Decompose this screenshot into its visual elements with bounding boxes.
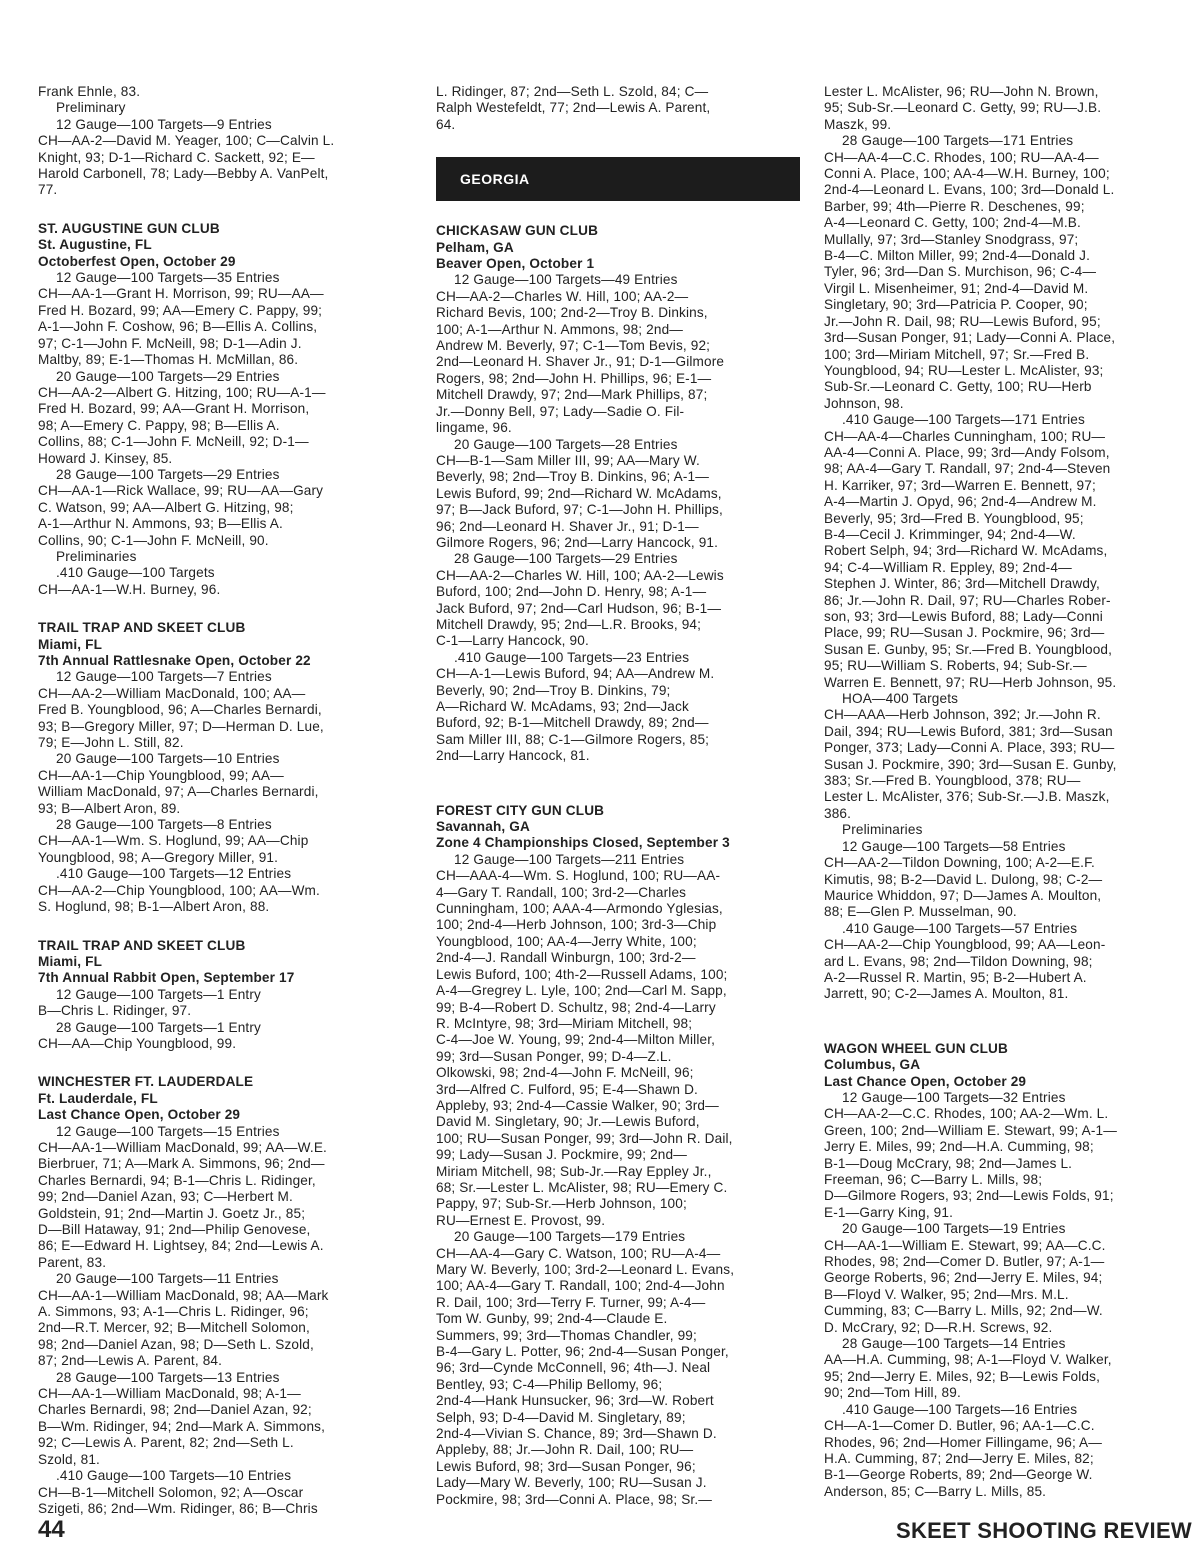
result-line: Szold, 81. [38, 1451, 100, 1467]
event-subheading: .410 Gauge—100 Targets [56, 565, 215, 581]
result-line: 98; A—Emery C. Pappy, 98; B—Ellis A. [38, 417, 280, 433]
result-line: Mitchell Drawdy, 95; 2nd—L.R. Brooks, 94; [436, 616, 702, 632]
result-line: Jr.—Donny Bell, 97; Lady—Sadie O. Fil- [436, 403, 685, 419]
results-block [38, 84, 408, 199]
result-line: B—Floyd V. Walker, 95; 2nd—Mrs. M.L. [824, 1286, 1069, 1302]
event-subheading: 28 Gauge—100 Targets—29 Entries [56, 466, 280, 482]
event-name: 7th Annual Rattlesnake Open, October 22 [38, 653, 311, 668]
event-subheading: 20 Gauge—100 Targets—29 Entries [56, 368, 280, 384]
event-name: Last Chance Open, October 29 [38, 1107, 241, 1123]
result-line: Jack Buford, 97; 2nd—Carl Hudson, 96; B-1— [436, 600, 722, 616]
result-line: Conni A. Place, 100; AA-4—W.H. Burney, 100; [824, 166, 1110, 182]
club-location: St. Augustine, FL [38, 237, 152, 253]
result-line: 93; B—Albert Aron, 89. [38, 800, 181, 816]
result-line: Jarrett, 90; C-2—James A. Moulton, 81. [824, 986, 1069, 1002]
result-line: Dail, 394; RU—Lewis Buford, 381; 3rd—Susan [824, 723, 1113, 739]
result-line: Susan J. Pockmire, 390; 3rd—Susan E. Gunby, [824, 756, 1117, 772]
event-subheading: .410 Gauge—100 Targets—12 Entries [56, 866, 292, 882]
result-line: C. Watson, 99; AA—Albert G. Hitzing, 98; [38, 499, 294, 515]
result-line: Ponger, 373; Lady—Conni A. Place, 393; RU— [824, 740, 1115, 756]
result-line: 86; E—Edward H. Lightsey, 84; 2nd—Lewis A. [38, 1238, 324, 1254]
result-line: CH—AAA—Herb Johnson, 392; Jr.—John R. [824, 707, 1101, 723]
result-line: Pappy, 97; Sub-Sr.—Herb Johnson, 100; [436, 1196, 687, 1212]
result-line: Mary W. Beverly, 100; 3rd-2—Leonard L. Evans, [436, 1262, 735, 1277]
event-subheading: 28 Gauge—100 Targets—14 Entries [842, 1336, 1066, 1352]
result-line: Mullally, 97; 3rd—Stanley Snodgrass, 97; [824, 231, 1079, 247]
result-line: Howard J. Kinsey, 85. [38, 450, 173, 466]
page-number: 44 [38, 1516, 65, 1543]
result-line: B—Wm. Ridinger, 94; 2nd—Mark A. Simmons, [38, 1418, 326, 1434]
result-line: Virgil L. Misenheimer, 91; 2nd-4—David M. [824, 280, 1089, 296]
result-line: Andrew M. Beverly, 97; C-1—Tom Bevis, 92; [436, 338, 711, 354]
result-line: 2nd—Larry Hancock, 81. [436, 748, 590, 764]
result-line: Selph, 93; D-4—David M. Singletary, 89; [436, 1409, 686, 1425]
result-line: 2nd—Leonard H. Shaver Jr., 91; D-1—Gilmore [436, 354, 725, 370]
result-line: S. Hoglund, 98; B-1—Albert Aron, 88. [38, 899, 270, 915]
club-heading [38, 620, 408, 669]
club-heading [38, 938, 408, 987]
result-line: Pockmire, 98; 3rd—Conni A. Place, 98; Sr.— [436, 1491, 713, 1507]
column-2 [436, 84, 806, 1508]
column-3 [824, 84, 1192, 1500]
result-line: CH—AA-1—Chip Youngblood, 99; AA— [38, 767, 284, 783]
club-location: Miami, FL [38, 953, 103, 969]
result-line: Stephen J. Winter, 86; 3rd—Mitchell Drawdy, [824, 576, 1100, 592]
result-line: Youngblood, 98; A—Gregory Miller, 91. [38, 849, 279, 865]
result-line: B-4—C. Milton Miller, 99; 2nd-4—Donald J. [824, 248, 1091, 264]
result-line: Maltby, 89; E-1—Thomas H. McMillan, 86. [38, 352, 299, 368]
event-subheading: 20 Gauge—100 Targets—10 Entries [56, 751, 280, 767]
event-subheading: .410 Gauge—100 Targets—10 Entries [56, 1468, 292, 1484]
result-line: Collins, 88; C-1—John F. McNeill, 92; D-1— [38, 434, 309, 450]
result-line: Buford, 100; 2nd—John D. Henry, 98; A-1— [436, 584, 707, 600]
result-line: 94; C-4—William R. Eppley, 89; 2nd-4— [824, 559, 1072, 575]
results-block [38, 270, 408, 598]
result-line: Fred H. Bozard, 99; AA—Grant H. Morrison, [38, 401, 310, 417]
result-line: CH—AA-2—David M. Yeager, 100; C—Calvin L. [38, 133, 335, 149]
result-line: B-1—Doug McCrary, 98; 2nd—James L. [824, 1155, 1073, 1171]
result-line: 77. [38, 182, 58, 198]
result-line: Cumming, 83; C—Barry L. Mills, 92; 2nd—W. [824, 1303, 1103, 1319]
result-line: Tyler, 96; 3rd—Dan S. Murchison, 96; C-4— [824, 264, 1097, 280]
result-line: 2nd-4—Leonard L. Evans, 100; 3rd—Donald L. [824, 182, 1115, 198]
result-line: Freeman, 96; C—Barry L. Mills, 98; [824, 1172, 1043, 1187]
club-name: ST. AUGUSTINE GUN CLUB [38, 220, 220, 236]
result-line: 100; AA-4—Gary T. Randall, 100; 2nd-4—John [436, 1278, 725, 1294]
club-location: Miami, FL [38, 636, 103, 652]
result-line: Charles Bernardi, 98; 2nd—Daniel Azan, 92; [38, 1402, 312, 1418]
club-name: CHICKASAW GUN CLUB [436, 223, 599, 239]
event-subheading: 28 Gauge—100 Targets—1 Entry [56, 1019, 261, 1035]
result-line: A. Simmons, 93; A-1—Chris L. Ridinger, 96; [38, 1304, 309, 1320]
magazine-title: SKEET SHOOTING REVIEW [896, 1518, 1192, 1543]
result-line: Goldstein, 91; 2nd—Martin J. Goetz Jr., 85; [38, 1205, 306, 1221]
result-line: AA-4—Conni A. Place, 99; 3rd—Andy Folsom, [824, 444, 1110, 460]
result-line: 98; 2nd—Daniel Azan, 98; D—Seth L. Szold, [38, 1336, 314, 1352]
result-line: Anderson, 85; C—Barry L. Mills, 85. [824, 1483, 1047, 1499]
result-line: CH—AA-1—William MacDonald, 98; AA—Mark [38, 1287, 329, 1303]
results-block [38, 1124, 408, 1518]
club-heading [38, 1074, 408, 1123]
event-subheading: 12 Gauge—100 Targets—7 Entries [56, 669, 272, 685]
event-name: Zone 4 Championships Closed, September 3 [436, 835, 730, 851]
result-line: Buford, 92; B-1—Mitchell Drawdy, 89; 2nd— [436, 715, 709, 731]
club-location: Columbus, GA [824, 1057, 921, 1073]
result-line: Gilmore Rogers, 96; 2nd—Larry Hancock, 91. [436, 534, 719, 550]
result-line: Singletary, 90; 3rd—Patricia P. Cooper, 90; [824, 297, 1088, 313]
event-subheading: 12 Gauge—100 Targets—35 Entries [56, 270, 280, 286]
result-line: Youngblood, 94; RU—Lester L. McAlister, 93; [824, 362, 1104, 378]
result-line: CH—AA-4—Gary C. Watson, 100; RU—A-4— [436, 1245, 721, 1261]
result-line: 99; 2nd—Daniel Azan, 93; C—Herbert M. [38, 1189, 293, 1205]
result-line: D—Bill Hataway, 91; 2nd—Philip Genovese, [38, 1222, 311, 1237]
result-line: CH—B-1—Mitchell Solomon, 92; A—Oscar [38, 1484, 304, 1500]
result-line: Kimutis, 98; B-2—David L. Dulong, 98; C-2— [824, 871, 1103, 887]
result-line: B—Chris L. Ridinger, 97. [38, 1003, 192, 1019]
result-line: Beverly, 98; 2nd—Troy B. Dinkins, 96; A-1— [436, 469, 709, 485]
club-name: FOREST CITY GUN CLUB [436, 802, 605, 818]
result-line: 386. [824, 805, 852, 821]
result-line: Frank Ehnle, 83. [38, 84, 141, 99]
result-line: Beverly, 95; 3rd—Fred B. Youngblood, 95; [824, 510, 1084, 526]
result-line: 98; AA-4—Gary T. Randall, 97; 2nd-4—Steven [824, 461, 1111, 477]
result-line: A-4—Martin J. Opyd, 96; 2nd-4—Andrew M. [824, 494, 1097, 510]
result-line: 92; C—Lewis A. Parent, 82; 2nd—Seth L. [38, 1435, 294, 1451]
club-name: WAGON WHEEL GUN CLUB [824, 1040, 1008, 1056]
result-line: B-4—Cecil J. Krimminger, 94; 2nd-4—W. [824, 526, 1076, 542]
result-line: Barber, 99; 4th—Pierre R. Deschenes, 99; [824, 198, 1085, 214]
result-line: A-4—Gregrey L. Lyle, 100; 2nd—Carl M. Sapp, [436, 983, 727, 999]
result-line: 99; 3rd—Susan Ponger, 99; D-4—Z.L. [436, 1048, 672, 1064]
event-subheading: 12 Gauge—100 Targets—32 Entries [842, 1089, 1066, 1105]
result-line: 86; Jr.—John R. Dail, 97; RU—Charles Rober- [824, 592, 1111, 608]
result-line: Susan E. Gunby, 95; Sr.—Fred B. Youngblood, [824, 641, 1113, 657]
result-line: Youngblood, 100; AA-4—Jerry White, 100; [436, 933, 697, 949]
result-line: Lester L. McAlister, 96; RU—John N. Brown, [824, 84, 1099, 99]
result-line: B-1—George Roberts, 89; 2nd—George W. [824, 1467, 1093, 1483]
result-line: CH—AA-1—William E. Stewart, 99; AA—C.C. [824, 1237, 1106, 1253]
result-line: R. Dail, 100; 3rd—Terry F. Turner, 99; A-4— [436, 1294, 706, 1310]
result-line: D—Gilmore Rogers, 93; 2nd—Lewis Folds, 91; [824, 1188, 1114, 1204]
result-line: Collins, 90; C-1—John F. McNeill, 90. [38, 532, 269, 548]
result-line: 3rd—Alfred C. Fulford, 95; E-4—Shawn D. [436, 1081, 698, 1097]
result-line: CH—AA-4—C.C. Rhodes, 100; RU—AA-4— [824, 149, 1099, 165]
club-name: WINCHESTER FT. LAUDERDALE [38, 1074, 254, 1090]
result-line: CH—AA—Chip Youngblood, 99. [38, 1035, 237, 1051]
result-line: CH—AA-1—William MacDonald, 99; AA—W.E. [38, 1139, 327, 1155]
club-location: Savannah, GA [436, 819, 530, 835]
result-line: 68; Sr.—Lester L. McAlister, 98; RU—Emery C. [436, 1179, 728, 1195]
result-line: CH—AA-4—Charles Cunningham, 100; RU— [824, 428, 1106, 444]
result-line: 95; RU—William S. Roberts, 94; Sub-Sr.— [824, 658, 1087, 674]
result-line: lingame, 96. [436, 420, 512, 436]
result-line: H.A. Cumming, 87; 2nd—Jerry E. Miles, 82; [824, 1450, 1094, 1466]
result-line: Rhodes, 98; 2nd—Comer D. Butler, 97; A-1— [824, 1254, 1105, 1270]
event-subheading: 20 Gauge—100 Targets—28 Entries [454, 436, 678, 452]
club-heading [436, 803, 806, 852]
result-line: Jr.—John R. Dail, 98; RU—Lewis Buford, 95; [824, 313, 1101, 329]
result-line: 2nd-4—Vivian S. Chance, 89; 3rd—Shawn D. [436, 1426, 717, 1442]
result-line: Lewis Buford, 100; 4th-2—Russell Adams, 100; [436, 966, 728, 982]
result-line: CH—B-1—Sam Miller III, 99; AA—Mary W. [436, 452, 700, 468]
result-line: C-1—Larry Hancock, 90. [436, 633, 589, 649]
event-subheading: 28 Gauge—100 Targets—171 Entries [842, 133, 1074, 149]
state-banner: GEORGIA [436, 157, 800, 201]
result-line: Harold Carbonell, 78; Lady—Bebby A. VanPelt, [38, 166, 329, 182]
result-line: Sam Miller III, 88; C-1—Gilmore Rogers, 85; [436, 731, 710, 747]
result-line: Fred B. Youngblood, 96; A—Charles Bernardi, [38, 702, 322, 718]
result-line: 2nd-4—J. Randall Winburgn, 100; 3rd-2— [436, 950, 696, 966]
club-name: TRAIL TRAP AND SKEET CLUB [38, 620, 246, 636]
event-subheading: 12 Gauge—100 Targets—1 Entry [56, 986, 261, 1002]
column-1 [38, 84, 408, 1517]
event-subheading: 12 Gauge—100 Targets—211 Entries [454, 851, 685, 867]
result-line: Summers, 99; 3rd—Thomas Chandler, 99; [436, 1327, 697, 1343]
event-subheading: 20 Gauge—100 Targets—11 Entries [56, 1271, 279, 1287]
result-line: CH—AA-2—Charles W. Hill, 100; AA-2—Lewis [436, 567, 724, 583]
result-line: H. Karriker, 97; 3rd—Warren E. Bennett, 97; [824, 477, 1096, 493]
result-line: 100; A-1—Arthur N. Ammons, 98; 2nd— [436, 321, 684, 337]
result-line: C-4—Joe W. Young, 99; 2nd-4—Milton Miller, [436, 1032, 716, 1048]
result-line: Parent, 83. [38, 1254, 107, 1270]
result-line: D. McCrary, 92; D—R.H. Screws, 92. [824, 1319, 1053, 1335]
result-line: 383; Sr.—Fred B. Youngblood, 378; RU— [824, 773, 1081, 789]
result-line: CH—AA-1—William MacDonald, 98; A-1— [38, 1386, 301, 1402]
result-line: CH—AA-2—William MacDonald, 100; AA— [38, 685, 306, 701]
result-line: 2nd-4—Hank Hunsucker, 96; 3rd—W. Robert [436, 1393, 714, 1409]
result-line: CH—AA-1—Grant H. Morrison, 99; RU—AA— [38, 286, 324, 302]
results-block [38, 669, 408, 915]
result-line: 99; Lady—Susan J. Pockmire, 99; 2nd— [436, 1147, 687, 1163]
result-line: L. Ridinger, 87; 2nd—Seth L. Szold, 84; C— [436, 84, 709, 99]
result-line: 95; Sub-Sr.—Leonard C. Getty, 99; RU—J.B. [824, 100, 1102, 116]
event-subheading: .410 Gauge—100 Targets—23 Entries [454, 649, 690, 665]
result-line: B-4—Gary L. Potter, 96; 2nd-4—Susan Ponger, [436, 1344, 729, 1360]
result-line: RU—Ernest E. Provost, 99. [436, 1212, 606, 1228]
result-line: Fred H. Bozard, 99; AA—Emery C. Pappy, 99; [38, 302, 323, 318]
result-line: Place, 99; RU—Susan J. Pockmire, 96; 3rd— [824, 625, 1105, 641]
club-location: Pelham, GA [436, 239, 514, 255]
result-line: E-1—Garry King, 91. [824, 1204, 954, 1220]
event-subheading: 20 Gauge—100 Targets—179 Entries [454, 1229, 686, 1245]
result-line: 97; B—Jack Buford, 97; C-1—John H. Phillips, [436, 502, 723, 518]
result-line: CH—AA-2—Tildon Downing, 100; A-2—E.F. [824, 855, 1095, 871]
result-line: Lady—Mary W. Beverly, 100; RU—Susan J. [436, 1475, 707, 1491]
event-name: 7th Annual Rabbit Open, September 17 [38, 970, 295, 986]
result-line: CH—AA-2—Charles W. Hill, 100; AA-2— [436, 288, 689, 304]
event-subheading: 12 Gauge—100 Targets—49 Entries [454, 272, 678, 288]
club-heading [38, 221, 408, 270]
result-line: CH—AA-2—Chip Youngblood, 99; AA—Leon- [824, 937, 1106, 953]
result-line: 93; B—Gregory Miller, 97; D—Herman D. Lue, [38, 718, 324, 734]
result-line: Rogers, 98; 2nd—John H. Phillips, 96; E-1— [436, 370, 712, 386]
result-line: A-2—Russel R. Martin, 95; B-2—Hubert A. [824, 969, 1087, 985]
result-line: Appleby, 88; Jr.—John R. Dail, 100; RU— [436, 1442, 694, 1458]
result-line: Lewis Buford, 98; 3rd—Susan Ponger, 96; [436, 1458, 696, 1474]
result-line: David M. Singletary, 90; Jr.—Lewis Buford, [436, 1114, 700, 1130]
event-subheading: .410 Gauge—100 Targets—171 Entries [842, 412, 1085, 428]
result-line: 96; 3rd—Cynde McConnell, 96; 4th—J. Neal [436, 1360, 711, 1376]
result-line: Appleby, 93; 2nd-4—Cassie Walker, 90; 3rd— [436, 1097, 719, 1113]
results-block [436, 84, 806, 133]
result-line: 97; C-1—John F. McNeill, 98; D-1—Adin J. [38, 335, 302, 351]
result-line: Lewis Buford, 99; 2nd—Richard W. McAdams, [436, 485, 722, 501]
result-line: 4—Gary T. Randall, 100; 3rd-2—Charles [436, 884, 687, 900]
result-line: 90; 2nd—Tom Hill, 89. [824, 1385, 961, 1401]
result-line: Bierbruer, 71; A—Mark A. Simmons, 96; 2nd— [38, 1156, 325, 1172]
result-line: William MacDonald, 97; A—Charles Bernardi, [38, 784, 319, 800]
result-line: 100; RU—Susan Ponger, 99; 3rd—John R. Dail, [436, 1130, 733, 1146]
result-line: 2nd—R.T. Mercer, 92; B—Mitchell Solomon, [38, 1320, 310, 1336]
result-line: A—Richard W. McAdams, 93; 2nd—Jack [436, 699, 689, 714]
event-name: Last Chance Open, October 29 [824, 1073, 1027, 1089]
result-line: Szigeti, 86; 2nd—Wm. Ridinger, 86; B—Chris [38, 1500, 318, 1516]
result-line: Warren E. Bennett, 97; RU—Herb Johnson, 95. [824, 674, 1117, 690]
club-heading [436, 223, 806, 272]
result-line: CH—A-1—Comer D. Butler, 96; AA-1—C.C. [824, 1418, 1095, 1434]
event-name: Beaver Open, October 1 [436, 256, 595, 272]
event-subheading: Preliminary [56, 100, 126, 116]
event-subheading: Preliminaries [56, 548, 137, 564]
result-line: CH—A-1—Lewis Buford, 94; AA—Andrew M. [436, 666, 715, 682]
result-line: Miriam Mitchell, 98; Sub-Jr.—Ray Eppley Jr., [436, 1163, 712, 1179]
result-line: R. McIntyre, 98; 3rd—Miriam Mitchell, 98; [436, 1015, 693, 1031]
result-line: CH—AA-1—Rick Wallace, 99; RU—AA—Gary [38, 483, 324, 499]
event-subheading: 12 Gauge—100 Targets—9 Entries [56, 116, 272, 132]
result-line: 87; 2nd—Lewis A. Parent, 84. [38, 1353, 223, 1369]
results-block [436, 272, 806, 764]
results-block [824, 84, 1192, 1003]
result-line: Maszk, 99. [824, 116, 892, 132]
result-line: Richard Bevis, 100; 2nd-2—Troy B. Dinkins, [436, 305, 708, 321]
event-subheading: 28 Gauge—100 Targets—8 Entries [56, 817, 272, 833]
result-line: Charles Bernardi, 94; B-1—Chris L. Ridinger, [38, 1172, 316, 1188]
result-line: Olkowski, 98; 2nd-4—John F. McNeill, 96; [436, 1065, 694, 1081]
results-block [824, 1090, 1192, 1500]
result-line: CH—AA-2—C.C. Rhodes, 100; AA-2—Wm. L. [824, 1106, 1109, 1122]
result-line: Maurice Whiddon, 97; D—James A. Moulton, [824, 887, 1102, 903]
result-line: Beverly, 90; 2nd—Troy B. Dinkins, 79; [436, 682, 671, 698]
result-line: 99; B-4—Robert D. Schultz, 98; 2nd-4—Larry [436, 999, 716, 1015]
result-line: 79; E—John L. Still, 82. [38, 735, 184, 751]
event-subheading: 12 Gauge—100 Targets—58 Entries [842, 838, 1066, 854]
result-line: Johnson, 98. [824, 395, 904, 411]
result-line: 96; 2nd—Leonard H. Shaver Jr., 91; D-1— [436, 518, 699, 534]
result-line: 88; E—Glen P. Musselman, 90. [824, 904, 1017, 920]
result-line: CH—AA-1—W.H. Burney, 96. [38, 581, 221, 597]
club-name: TRAIL TRAP AND SKEET CLUB [38, 937, 246, 953]
result-line: Sub-Sr.—Leonard C. Getty, 100; RU—Herb [824, 379, 1092, 395]
result-line: CH—AA-2—Chip Youngblood, 100; AA—Wm. [38, 882, 320, 898]
event-subheading: .410 Gauge—100 Targets—57 Entries [842, 920, 1078, 936]
result-line: ard L. Evans, 98; 2nd—Tildon Downing, 98; [824, 953, 1093, 969]
club-heading [824, 1041, 1192, 1090]
result-line: 64. [436, 116, 456, 132]
result-line: A-1—John F. Coshow, 96; B—Ellis A. Collins, [38, 319, 318, 335]
event-subheading: 28 Gauge—100 Targets—29 Entries [454, 551, 678, 567]
results-block [436, 852, 806, 1508]
event-subheading: .410 Gauge—100 Targets—16 Entries [842, 1401, 1078, 1417]
result-line: Ralph Westefeldt, 77; 2nd—Lewis A. Parent, [436, 100, 711, 116]
result-line: 100; 2nd-4—Herb Johnson, 100; 3rd-3—Chip [436, 917, 717, 933]
result-line: A-1—Arthur N. Ammons, 93; B—Ellis A. [38, 516, 283, 532]
result-line: Cunningham, 100; AAA-4—Armondo Yglesias, [436, 901, 723, 917]
event-subheading: HOA—400 Targets [842, 691, 959, 707]
result-line: Robert Selph, 94; 3rd—Richard W. McAdams, [824, 543, 1108, 559]
event-name: Octoberfest Open, October 29 [38, 253, 236, 269]
result-line: Lester L. McAlister, 376; Sub-Sr.—J.B. Maszk, [824, 789, 1110, 805]
result-line: Mitchell Drawdy, 97; 2nd—Mark Phillips, 87; [436, 387, 708, 403]
results-block [38, 987, 408, 1053]
event-subheading: 20 Gauge—100 Targets—19 Entries [842, 1221, 1066, 1237]
result-line: Tom W. Gunby, 99; 2nd-4—Claude E. [436, 1311, 668, 1327]
event-subheading: 28 Gauge—100 Targets—13 Entries [56, 1369, 280, 1385]
result-line: son, 93; 3rd—Lewis Buford, 88; Lady—Conni [824, 609, 1103, 624]
result-line: 3rd—Susan Ponger, 91; Lady—Conni A. Place, [824, 330, 1116, 346]
result-line: A-4—Leonard C. Getty, 100; 2nd-4—M.B. [824, 215, 1081, 231]
result-line: CH—AAA-4—Wm. S. Hoglund, 100; RU—AA- [436, 868, 721, 884]
club-location: Ft. Lauderdale, FL [38, 1090, 158, 1106]
result-line: CH—AA-1—Wm. S. Hoglund, 99; AA—Chip [38, 833, 309, 849]
event-subheading: 12 Gauge—100 Targets—15 Entries [56, 1123, 280, 1139]
result-line: Jerry E. Miles, 99; 2nd—H.A. Cumming, 98; [824, 1139, 1094, 1155]
result-line: 95; 2nd—Jerry E. Miles, 92; B—Lewis Folds, [824, 1368, 1101, 1384]
result-line: CH—AA-2—Albert G. Hitzing, 100; RU—A-1— [38, 384, 326, 400]
result-line: Knight, 93; D-1—Richard C. Sackett, 92; E— [38, 149, 315, 165]
result-line: Green, 100; 2nd—William E. Stewart, 99; A-1— [824, 1122, 1117, 1138]
result-line: George Roberts, 96; 2nd—Jerry E. Miles, 94; [824, 1270, 1103, 1286]
result-line: 100; 3rd—Miriam Mitchell, 97; Sr.—Fred B. [824, 346, 1090, 362]
result-line: Rhodes, 96; 2nd—Homer Fillingame, 96; A— [824, 1434, 1103, 1450]
result-line: Bentley, 93; C-4—Philip Bellomy, 96; [436, 1376, 663, 1392]
event-subheading: Preliminaries [842, 822, 923, 838]
result-line: AA—H.A. Cumming, 98; A-1—Floyd V. Walker, [824, 1352, 1112, 1368]
